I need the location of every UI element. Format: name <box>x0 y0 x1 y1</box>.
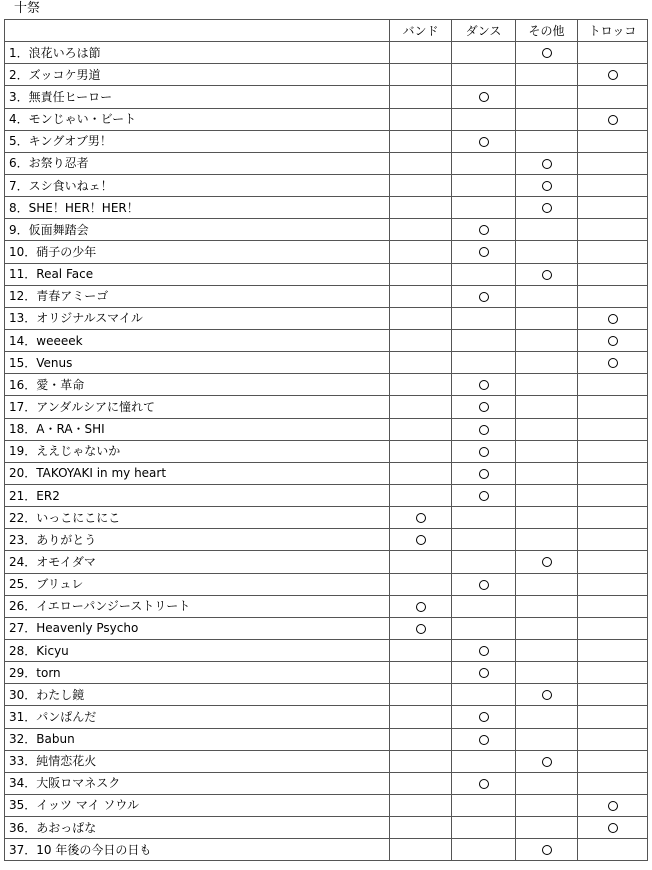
cell-band <box>390 329 452 351</box>
cell-trolley <box>578 86 648 108</box>
cell-dance <box>452 529 516 551</box>
table-row <box>5 728 648 750</box>
table-row <box>5 130 648 152</box>
cell-dance <box>452 174 516 196</box>
cell-dance <box>452 817 516 839</box>
cell-trolley <box>578 573 648 595</box>
cell-band <box>390 617 452 639</box>
table-row <box>5 263 648 285</box>
cell-trolley <box>578 307 648 329</box>
cell-band <box>390 551 452 573</box>
circle-mark-icon <box>416 513 426 523</box>
circle-mark-icon <box>479 247 489 257</box>
cell-other <box>516 329 578 351</box>
cell-trolley <box>578 839 648 861</box>
cell-other <box>516 42 578 64</box>
cell-trolley <box>578 285 648 307</box>
cell-dance <box>452 329 516 351</box>
song-title: 24．オモイダマ <box>5 551 390 573</box>
circle-mark-icon <box>608 358 618 368</box>
table-row <box>5 396 648 418</box>
cell-dance <box>452 573 516 595</box>
cell-other <box>516 794 578 816</box>
song-title: 9．仮面舞踏会 <box>5 219 390 241</box>
cell-trolley <box>578 794 648 816</box>
cell-dance <box>452 108 516 130</box>
cell-band <box>390 839 452 861</box>
cell-trolley <box>578 197 648 219</box>
cell-other <box>516 839 578 861</box>
table-row <box>5 529 648 551</box>
circle-mark-icon <box>479 447 489 457</box>
song-title: 18．A・RA・SHI <box>5 418 390 440</box>
cell-other <box>516 396 578 418</box>
cell-other <box>516 219 578 241</box>
cell-band <box>390 484 452 506</box>
cell-other <box>516 374 578 396</box>
circle-mark-icon <box>479 668 489 678</box>
cell-trolley <box>578 750 648 772</box>
cell-trolley <box>578 64 648 86</box>
cell-dance <box>452 639 516 661</box>
song-title: 6．お祭り忍者 <box>5 152 390 174</box>
cell-band <box>390 595 452 617</box>
cell-other <box>516 772 578 794</box>
cell-band <box>390 573 452 595</box>
song-title: 19．ええじゃないか <box>5 440 390 462</box>
cell-dance <box>452 42 516 64</box>
circle-mark-icon <box>479 380 489 390</box>
cell-band <box>390 108 452 130</box>
table-row <box>5 839 648 861</box>
cell-trolley <box>578 551 648 573</box>
cell-other <box>516 750 578 772</box>
song-title: 15．Venus <box>5 352 390 374</box>
song-title: 23．ありがとう <box>5 529 390 551</box>
table-row <box>5 595 648 617</box>
circle-mark-icon <box>479 491 489 501</box>
song-title: 21．ER2 <box>5 484 390 506</box>
cell-trolley <box>578 108 648 130</box>
cell-band <box>390 285 452 307</box>
table-row <box>5 241 648 263</box>
cell-dance <box>452 440 516 462</box>
cell-other <box>516 728 578 750</box>
circle-mark-icon <box>608 70 618 80</box>
circle-mark-icon <box>542 845 552 855</box>
song-title: 20．TAKOYAKI in my heart <box>5 462 390 484</box>
song-title: 26．イエローパンジーストリート <box>5 595 390 617</box>
cell-other <box>516 639 578 661</box>
cell-dance <box>452 130 516 152</box>
cell-band <box>390 396 452 418</box>
cell-trolley <box>578 817 648 839</box>
circle-mark-icon <box>542 690 552 700</box>
song-title: 10．硝子の少年 <box>5 241 390 263</box>
cell-trolley <box>578 418 648 440</box>
cell-band <box>390 352 452 374</box>
cell-other <box>516 595 578 617</box>
cell-dance <box>452 728 516 750</box>
cell-other <box>516 263 578 285</box>
song-title: 25．ブリュレ <box>5 573 390 595</box>
cell-other <box>516 130 578 152</box>
circle-mark-icon <box>542 48 552 58</box>
cell-dance <box>452 684 516 706</box>
cell-dance <box>452 617 516 639</box>
cell-band <box>390 263 452 285</box>
song-title: 22．いっこにこにこ <box>5 507 390 529</box>
cell-band <box>390 64 452 86</box>
table-row <box>5 750 648 772</box>
table-row <box>5 64 648 86</box>
table-row <box>5 152 648 174</box>
cell-trolley <box>578 152 648 174</box>
cell-other <box>516 64 578 86</box>
table-row <box>5 573 648 595</box>
circle-mark-icon <box>416 602 426 612</box>
song-title: 3．無責任ヒーロー <box>5 86 390 108</box>
song-title: 4．モンじゃい・ビート <box>5 108 390 130</box>
circle-mark-icon <box>416 624 426 634</box>
cell-band <box>390 440 452 462</box>
cell-dance <box>452 219 516 241</box>
table-row <box>5 684 648 706</box>
cell-other <box>516 418 578 440</box>
cell-dance <box>452 750 516 772</box>
cell-trolley <box>578 639 648 661</box>
table-row <box>5 440 648 462</box>
table-row <box>5 484 648 506</box>
cell-band <box>390 794 452 816</box>
cell-dance <box>452 285 516 307</box>
cell-band <box>390 418 452 440</box>
header-band: バンド <box>390 20 452 42</box>
cell-other <box>516 617 578 639</box>
cell-trolley <box>578 174 648 196</box>
song-title: 17．アンダルシアに憧れて <box>5 396 390 418</box>
cell-dance <box>452 396 516 418</box>
cell-other <box>516 706 578 728</box>
table-row <box>5 197 648 219</box>
cell-dance <box>452 507 516 529</box>
table-row <box>5 307 648 329</box>
cell-trolley <box>578 728 648 750</box>
circle-mark-icon <box>479 735 489 745</box>
sheet-title: 十祭 <box>14 1 41 16</box>
cell-dance <box>452 152 516 174</box>
circle-mark-icon <box>479 469 489 479</box>
cell-trolley <box>578 42 648 64</box>
circle-mark-icon <box>479 292 489 302</box>
song-title: 28．Kicyu <box>5 639 390 661</box>
song-title: 5．キングオブ男！ <box>5 130 390 152</box>
cell-other <box>516 573 578 595</box>
song-title: 32．Babun <box>5 728 390 750</box>
table-row <box>5 352 648 374</box>
circle-mark-icon <box>479 137 489 147</box>
cell-dance <box>452 595 516 617</box>
cell-dance <box>452 839 516 861</box>
cell-other <box>516 241 578 263</box>
cell-dance <box>452 772 516 794</box>
cell-band <box>390 197 452 219</box>
song-title: 7．スシ食いねェ！ <box>5 174 390 196</box>
cell-other <box>516 285 578 307</box>
circle-mark-icon <box>542 203 552 213</box>
header-dance: ダンス <box>452 20 516 42</box>
table-row <box>5 418 648 440</box>
circle-mark-icon <box>479 92 489 102</box>
cell-trolley <box>578 462 648 484</box>
song-title: 12．青春アミーゴ <box>5 285 390 307</box>
cell-trolley <box>578 352 648 374</box>
song-title: 36．あおっぱな <box>5 817 390 839</box>
song-title: 13．オリジナルスマイル <box>5 307 390 329</box>
song-title: 16．愛・革命 <box>5 374 390 396</box>
cell-band <box>390 639 452 661</box>
circle-mark-icon <box>479 580 489 590</box>
cell-band <box>390 772 452 794</box>
song-title: 33．純情恋花火 <box>5 750 390 772</box>
cell-trolley <box>578 706 648 728</box>
cell-trolley <box>578 484 648 506</box>
circle-mark-icon <box>608 336 618 346</box>
cell-trolley <box>578 684 648 706</box>
circle-mark-icon <box>479 402 489 412</box>
cell-trolley <box>578 772 648 794</box>
cell-band <box>390 462 452 484</box>
table-row <box>5 507 648 529</box>
cell-other <box>516 174 578 196</box>
cell-dance <box>452 241 516 263</box>
cell-band <box>390 507 452 529</box>
cell-band <box>390 684 452 706</box>
cell-dance <box>452 484 516 506</box>
cell-other <box>516 484 578 506</box>
cell-dance <box>452 307 516 329</box>
cell-band <box>390 130 452 152</box>
header-trolley: トロッコ <box>578 20 648 42</box>
cell-other <box>516 197 578 219</box>
cell-dance <box>452 662 516 684</box>
cell-dance <box>452 551 516 573</box>
cell-dance <box>452 418 516 440</box>
circle-mark-icon <box>542 757 552 767</box>
table-row <box>5 374 648 396</box>
cell-dance <box>452 374 516 396</box>
circle-mark-icon <box>479 779 489 789</box>
cell-other <box>516 352 578 374</box>
cell-trolley <box>578 374 648 396</box>
song-title: 31．パンぱんだ <box>5 706 390 728</box>
cell-other <box>516 684 578 706</box>
cell-band <box>390 529 452 551</box>
cell-trolley <box>578 263 648 285</box>
cell-other <box>516 440 578 462</box>
circle-mark-icon <box>542 557 552 567</box>
cell-trolley <box>578 219 648 241</box>
cell-band <box>390 86 452 108</box>
cell-other <box>516 307 578 329</box>
circle-mark-icon <box>608 314 618 324</box>
circle-mark-icon <box>542 181 552 191</box>
cell-other <box>516 86 578 108</box>
cell-trolley <box>578 507 648 529</box>
cell-other <box>516 108 578 130</box>
cell-other <box>516 152 578 174</box>
cell-trolley <box>578 396 648 418</box>
cell-band <box>390 219 452 241</box>
song-title: 2．ズッコケ男道 <box>5 64 390 86</box>
table-row <box>5 329 648 351</box>
circle-mark-icon <box>542 159 552 169</box>
cell-other <box>516 551 578 573</box>
cell-band <box>390 662 452 684</box>
circle-mark-icon <box>479 646 489 656</box>
song-title: 29．torn <box>5 662 390 684</box>
cell-band <box>390 307 452 329</box>
song-title: 37．10 年後の今日の日も <box>5 839 390 861</box>
cell-other <box>516 462 578 484</box>
song-title: 11．Real Face <box>5 263 390 285</box>
cell-dance <box>452 462 516 484</box>
header-other: その他 <box>516 20 578 42</box>
table-row <box>5 219 648 241</box>
table-row <box>5 662 648 684</box>
table-row <box>5 639 648 661</box>
song-title: 27．Heavenly Psycho <box>5 617 390 639</box>
cell-trolley <box>578 241 648 263</box>
circle-mark-icon <box>479 425 489 435</box>
circle-mark-icon <box>608 801 618 811</box>
cell-trolley <box>578 595 648 617</box>
table-row <box>5 285 648 307</box>
song-title: 8．SHE！HER！HER！ <box>5 197 390 219</box>
cell-trolley <box>578 529 648 551</box>
song-title: 34．大阪ロマネスク <box>5 772 390 794</box>
cell-band <box>390 817 452 839</box>
cell-trolley <box>578 662 648 684</box>
cell-other <box>516 817 578 839</box>
cell-trolley <box>578 440 648 462</box>
circle-mark-icon <box>416 535 426 545</box>
song-title: 30．わたし鏡 <box>5 684 390 706</box>
cell-trolley <box>578 329 648 351</box>
cell-dance <box>452 197 516 219</box>
cell-band <box>390 706 452 728</box>
cell-other <box>516 662 578 684</box>
cell-band <box>390 42 452 64</box>
cell-dance <box>452 706 516 728</box>
table-row <box>5 86 648 108</box>
table-row <box>5 772 648 794</box>
table-row <box>5 706 648 728</box>
cell-trolley <box>578 130 648 152</box>
table-row <box>5 174 648 196</box>
cell-band <box>390 152 452 174</box>
table-row <box>5 108 648 130</box>
setlist-table <box>4 19 648 861</box>
cell-dance <box>452 263 516 285</box>
cell-band <box>390 750 452 772</box>
cell-trolley <box>578 617 648 639</box>
circle-mark-icon <box>542 270 552 280</box>
table-row <box>5 462 648 484</box>
circle-mark-icon <box>608 115 618 125</box>
song-title: 35．イッツ マイ ソウル <box>5 794 390 816</box>
cell-dance <box>452 794 516 816</box>
cell-dance <box>452 64 516 86</box>
table-row <box>5 794 648 816</box>
header-row <box>5 20 648 42</box>
cell-band <box>390 174 452 196</box>
table-row <box>5 551 648 573</box>
table-row <box>5 817 648 839</box>
circle-mark-icon <box>479 712 489 722</box>
song-title: 14．weeeek <box>5 329 390 351</box>
cell-other <box>516 507 578 529</box>
song-title: 1．浪花いろは節 <box>5 42 390 64</box>
circle-mark-icon <box>479 225 489 235</box>
table-row <box>5 42 648 64</box>
table-body <box>5 42 648 861</box>
circle-mark-icon <box>608 823 618 833</box>
cell-band <box>390 241 452 263</box>
cell-other <box>516 529 578 551</box>
cell-dance <box>452 86 516 108</box>
cell-dance <box>452 352 516 374</box>
header-song <box>5 20 390 42</box>
cell-band <box>390 374 452 396</box>
table-row <box>5 617 648 639</box>
cell-band <box>390 728 452 750</box>
